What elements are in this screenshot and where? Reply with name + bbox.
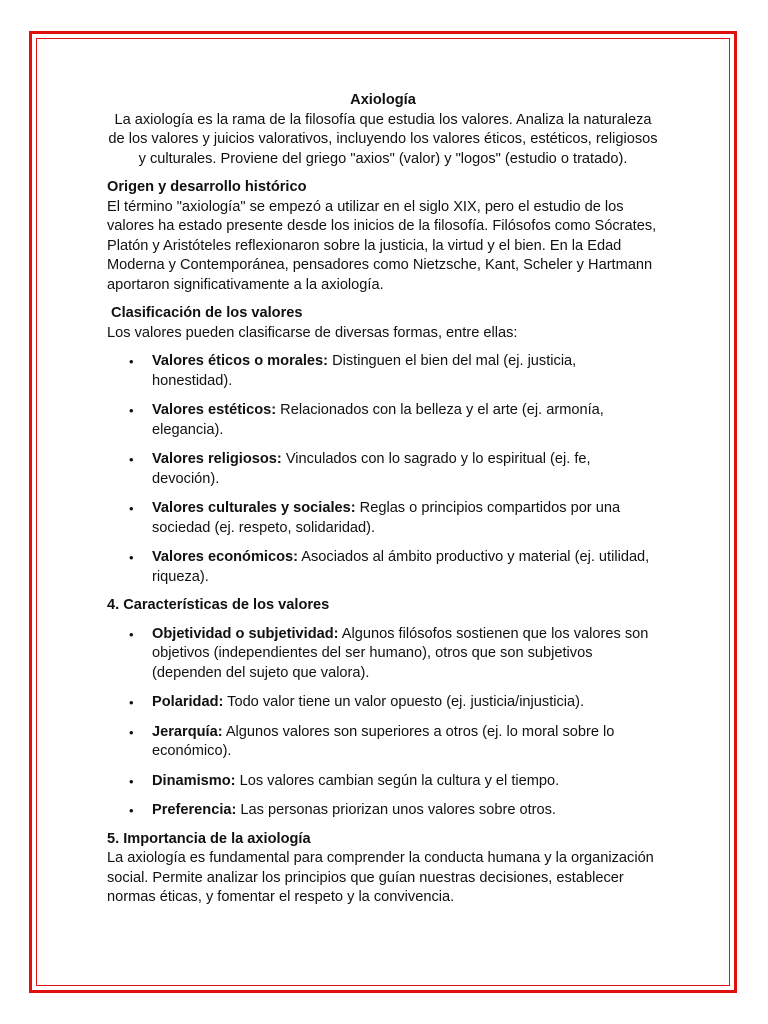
bullet-icon: • [129, 626, 134, 642]
classification-intro: Los valores pueden clasificarse de diversas formas, entre ellas: [107, 324, 518, 341]
list-item-term: Valores económicos: [152, 549, 298, 565]
list-item [107, 723, 659, 762]
list-item-desc: Asociados al ámbito productivo y material (ej. utilidad, riqueza). [152, 549, 650, 585]
list-item [107, 450, 659, 489]
list-item-term: Valores culturales y sociales: [152, 500, 356, 516]
list-item-desc: Las personas priorizan unos valores sobre otros. [236, 802, 556, 818]
bullet-icon: • [129, 773, 134, 789]
list-item-desc: Vinculados con lo sagrado y lo espiritual (ej. fe, devoción). [152, 451, 591, 487]
list-item-term: Valores religiosos: [152, 451, 282, 467]
list-item-term: Valores éticos o morales: [152, 353, 329, 369]
list-item-desc: Distinguen el bien del mal (ej. justicia, honestidad). [152, 353, 577, 389]
list-item [107, 693, 659, 713]
list-item [107, 548, 659, 587]
bullet-icon: • [129, 695, 134, 710]
classification-list [107, 352, 659, 587]
bullet-icon: • [129, 501, 134, 516]
list-item-term: Objetividad o subjetividad: [152, 625, 339, 642]
list-item-desc: Los valores cambian según la cultura y el tiempo. [235, 772, 560, 789]
importance-heading: 5. Importancia de la axiología [107, 830, 311, 847]
bullet-icon: • [129, 452, 134, 467]
list-item-desc: Algunos filósofos sostienen que los valores son objetivos (independientes del ser humano), otros que son subjetivos (dependen del sujeto que valora). [152, 625, 649, 681]
document-body [107, 91, 659, 908]
list-item-term: Valores estéticos: [152, 402, 277, 418]
intro-paragraph: La axiología es la rama de la filosofía que estudia los valores. Analiza la naturaleza de los valores y juicios valorativos, incluyendo los valores éticos, estéticos, religiosos y culturales. Proviene del griego "axios" (valor) y "logos" (estudio o tratado). [108, 111, 658, 167]
list-item-term: Dinamismo: [152, 772, 236, 789]
list-item [107, 401, 659, 440]
characteristics-list [107, 625, 659, 821]
bullet-icon: • [129, 724, 134, 740]
bullet-icon: • [129, 403, 134, 418]
origin-paragraph: El término "axiología" se empezó a utilizar en el siglo XIX, pero el estudio de los valores ha estado presente desde los inicios de la filosofía. Filósofos como Sócrates, Platón y Aristóteles reflexionaron sobre la justicia, la virtud y el bien. En la Edad Moderna y Contemporánea, pensadores como Nietzsche, Kant, Scheler y Hartmann aportaron significativamente a la axiología. [107, 198, 657, 293]
bullet-icon: • [129, 550, 134, 565]
list-item [107, 625, 659, 684]
origin-heading: Origen y desarrollo histórico [107, 179, 307, 195]
bullet-icon: • [129, 354, 134, 369]
list-item [107, 352, 659, 391]
list-item-desc: Reglas o principios compartidos por una sociedad (ej. respeto, solidaridad). [152, 500, 621, 536]
characteristics-heading: 4. Características de los valores [107, 597, 330, 613]
list-item-term: Preferencia: [152, 802, 237, 818]
list-item [107, 801, 659, 821]
bullet-icon: • [129, 803, 134, 818]
list-item [107, 772, 659, 792]
list-item-desc: Relacionados con la belleza y el arte (ej. armonía, elegancia). [152, 402, 604, 438]
document-title: Axiología [350, 92, 416, 108]
importance-paragraph: La axiología es fundamental para comprender la conducta humana y la organización social. Permite analizar los principios que guían nuestras decisiones, establecer normas éticas, y fomentar el respeto y la convivencia. [107, 850, 654, 905]
classification-heading: Clasificación de los valores [107, 305, 303, 321]
list-item-term: Jerarquía: [152, 723, 223, 740]
list-item-desc: Algunos valores son superiores a otros (ej. lo moral sobre lo económico). [152, 723, 615, 759]
list-item-term: Polaridad: [152, 694, 224, 710]
list-item-desc: Todo valor tiene un valor opuesto (ej. justicia/injusticia). [223, 694, 585, 710]
list-item [107, 499, 659, 538]
